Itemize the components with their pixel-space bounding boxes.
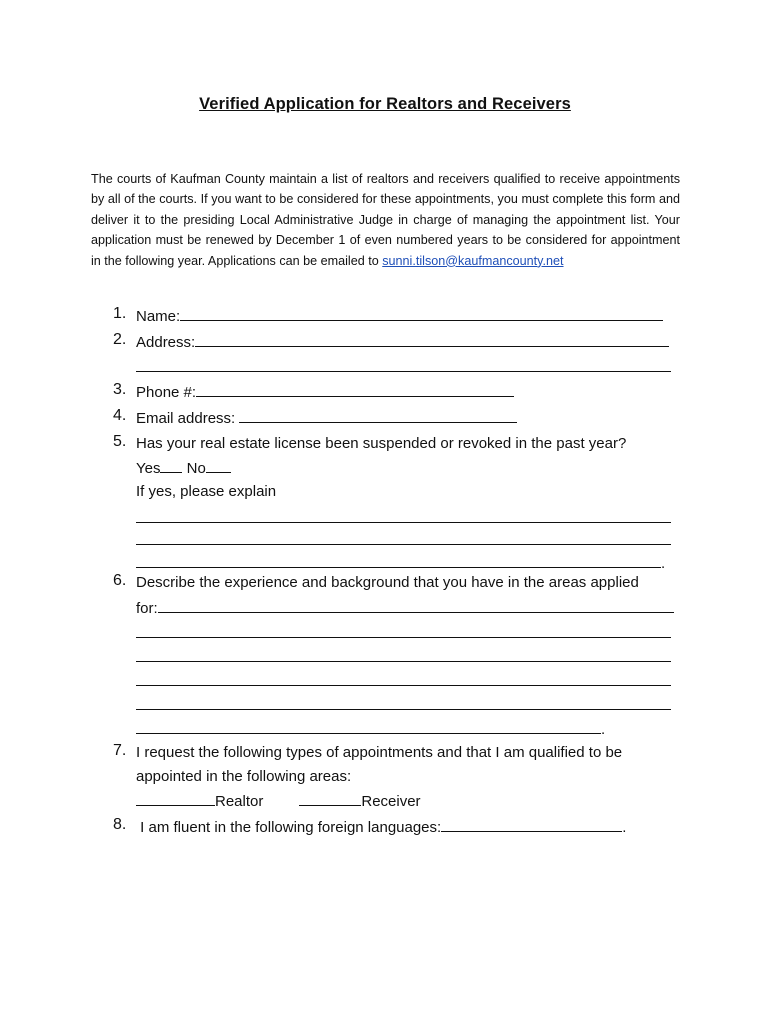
experience-label-cont: for:	[136, 600, 158, 617]
no-label: No	[186, 460, 206, 477]
phone-field[interactable]	[196, 383, 514, 397]
explain-row-3	[136, 554, 665, 572]
explain-label: If yes, please explain	[136, 483, 277, 500]
experience-row-5	[136, 696, 671, 714]
experience-field-line-4[interactable]	[136, 672, 671, 686]
intro-text: The courts of Kaufman County maintain a list of realtors and receivers qualified to receive appointments by all of the courts. If you want to be considered for these appointments, you must complete this form and deliver it to the presiding Local Administrative Judge in charge of managing the appointment list. Your application must be renewed by December 1 of even numbered years to be considered for appointment in the following year. Applications can be emailed to	[91, 172, 680, 268]
languages-field[interactable]	[441, 818, 622, 832]
item-number-4: 4.	[113, 407, 127, 424]
experience-row-1	[136, 599, 674, 617]
email-link[interactable]: sunni.tilson@kaufmancounty.net	[382, 253, 564, 268]
experience-field-line-1[interactable]	[158, 599, 674, 613]
item-number-2: 2.	[113, 331, 127, 348]
experience-row-6	[136, 720, 605, 738]
appointment-question: I request the following types of appointments and that I am qualified to be	[136, 744, 623, 761]
realtor-field[interactable]	[136, 792, 215, 806]
item-number-8: 8.	[113, 816, 127, 833]
explain-period: .	[661, 555, 666, 572]
appointment-types-row	[136, 792, 421, 810]
license-question: Has your real estate license been suspended or revoked in the past year?	[136, 435, 627, 452]
experience-field-line-2[interactable]	[136, 624, 671, 638]
experience-field-line-5[interactable]	[136, 696, 671, 710]
phone-label: Phone #:	[136, 384, 197, 401]
address-label: Address:	[136, 334, 196, 351]
experience-row-3	[136, 648, 671, 666]
experience-period: .	[601, 721, 606, 738]
explain-row-2	[136, 531, 671, 549]
yes-no-row	[136, 459, 231, 477]
explain-field-line-2[interactable]	[136, 531, 671, 545]
experience-field-line-3[interactable]	[136, 648, 671, 662]
address-field-line-1[interactable]	[195, 333, 669, 347]
address-row-2	[136, 358, 671, 376]
intro-paragraph	[91, 169, 680, 271]
item-number-1: 1.	[113, 305, 127, 322]
item-number-6: 6.	[113, 572, 127, 589]
no-field[interactable]	[206, 459, 231, 473]
receiver-field[interactable]	[299, 792, 361, 806]
yes-field[interactable]	[160, 459, 182, 473]
experience-row-2	[136, 624, 671, 642]
name-row	[136, 307, 663, 325]
item-number-7: 7.	[113, 742, 127, 759]
languages-label: I am fluent in the following foreign languages:	[136, 819, 442, 836]
email-label: Email address:	[136, 410, 240, 427]
address-row	[136, 333, 669, 351]
item-number-3: 3.	[113, 381, 127, 398]
languages-period: .	[622, 819, 627, 836]
item-number-5: 5.	[113, 433, 127, 450]
languages-row	[136, 818, 626, 836]
experience-question: Describe the experience and background that you have in the areas applied	[136, 574, 639, 591]
phone-row	[136, 383, 514, 401]
receiver-label: Receiver	[361, 793, 421, 810]
address-field-line-2[interactable]	[136, 358, 671, 372]
experience-field-line-6[interactable]	[136, 720, 601, 734]
realtor-label: Realtor	[215, 793, 264, 810]
explain-row-1	[136, 509, 671, 527]
explain-field-line-3[interactable]	[136, 554, 661, 568]
email-row	[136, 409, 517, 427]
appointment-question-cont: appointed in the following areas:	[136, 768, 352, 785]
name-field[interactable]	[180, 307, 663, 321]
name-label: Name:	[136, 308, 181, 325]
explain-field-line-1[interactable]	[136, 509, 671, 523]
page-title: Verified Application for Realtors and Receivers	[199, 95, 571, 113]
yes-label: Yes	[136, 460, 161, 477]
email-field[interactable]	[239, 409, 517, 423]
experience-row-4	[136, 672, 671, 690]
